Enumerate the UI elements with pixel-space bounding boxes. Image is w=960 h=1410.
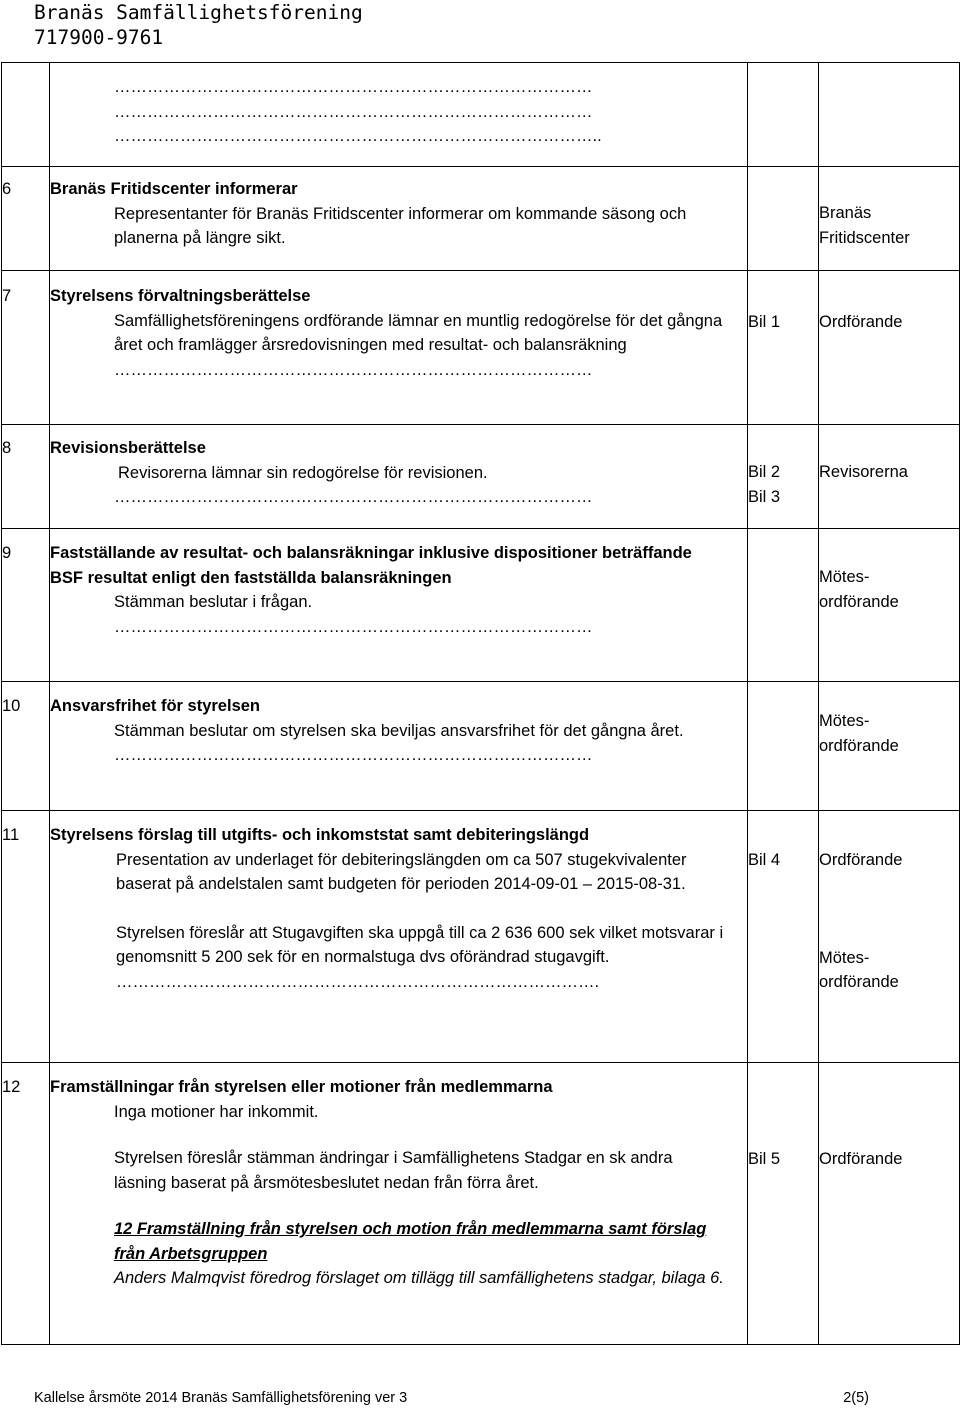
item-title: Styrelsens förvaltningsberättelse [50, 287, 311, 305]
agenda-table [1, 62, 960, 1345]
item-text: Anders Malmqvist föredrog förslaget om tillägg till samfällighetens stadgar, bilaga 6. [114, 1269, 724, 1287]
item-text: Presentation av underlaget för debiteringslängden om ca 507 stugekvivalenter baserat på andelstalen samt budgeten för perioden 2014-09-01 – 2015-08-31. [116, 850, 687, 893]
item-subtitle [50, 1195, 747, 1266]
item-text: Styrelsen föreslår att Stugavgiften ska uppgå till ca 2 636 600 sek vilket motsvarar i genomsnitt 5 200 sek för en normalstuga dvs oförändrad stugavgift. [116, 923, 724, 966]
org-number: 717900-9761 [34, 26, 164, 49]
attachment-cell [748, 529, 819, 682]
item-title: Styrelsens förslag till utgifts- och inkomststat samt debiteringslängd [50, 826, 590, 844]
agenda-row-8 [2, 425, 960, 529]
item-number: 11 [2, 811, 50, 1063]
agenda-row-6 [2, 167, 960, 271]
fill-line: …………………………………………………………………………… [114, 360, 593, 379]
attachment-cell [748, 682, 819, 811]
item-title: Framställningar från styrelsen eller motioner från medlemmarna [50, 1078, 553, 1096]
fill-line: …………………………………………………………………………….. [114, 127, 602, 145]
attachment-text: Bil 4 [748, 851, 781, 869]
item-number: 8 [2, 425, 50, 529]
agenda-row-7 [2, 271, 960, 425]
responsible [819, 529, 960, 682]
item-body-cell [50, 271, 748, 425]
responsible [819, 167, 960, 271]
item-number: 6 [2, 167, 50, 271]
responsible [819, 811, 960, 1063]
item-title: Branäs Fritidscenter informerar [50, 180, 298, 198]
item-body-cell [50, 682, 748, 811]
item-body-cell [50, 425, 748, 529]
item-number: 12 [2, 1063, 50, 1345]
item-number: 10 [2, 682, 50, 811]
agenda-row-10 [2, 682, 960, 811]
responsible-text: Ordförande [819, 1150, 903, 1168]
org-name: Branäs Samfällighetsförening [34, 1, 363, 24]
agenda-row-11 [2, 811, 960, 1063]
responsible-text: Mötes- [819, 712, 870, 730]
attachment-text: Bil 5 [748, 1150, 781, 1168]
attachment [748, 811, 819, 1063]
item-number-cell [2, 63, 50, 167]
responsible-text: Revisorerna [819, 463, 908, 481]
attachment [748, 425, 819, 529]
fill-line: …………………………………………………………………………… [114, 78, 593, 96]
responsible-text: Mötes- [819, 948, 870, 967]
responsible [819, 682, 960, 811]
agenda-row-12 [2, 1063, 960, 1345]
item-number: 7 [2, 271, 50, 425]
item-text: Stämman beslutar om styrelsen ska beviljas ansvarsfrihet för det gångna året. [114, 721, 684, 740]
fill-line: …………………………………………………………………………… [114, 102, 593, 121]
item-title: Revisionsberättelse [50, 439, 206, 457]
attachment-text: Bil 3 [748, 487, 781, 506]
item-title: Fastställande av resultat- och balansräkningar inklusive dispositioner beträffande BSF resultat enligt den fastställda balansräkningen [50, 544, 692, 587]
responsible-text: ordförande [819, 592, 899, 611]
responsible-cell [819, 63, 960, 167]
item-subtitle-text: 12 Framställning från styrelsen och motion från medlemmarna samt förslag från Arbetsgruppen [114, 1220, 707, 1263]
responsible-text: Ordförande [819, 851, 903, 869]
agenda-row-9 [2, 529, 960, 682]
attachment-text: Bil 1 [748, 313, 781, 331]
attachment-cell [748, 167, 819, 271]
item-body-cell [50, 63, 748, 167]
page-header [34, 0, 363, 50]
attachment-text: Bil 2 [748, 463, 781, 481]
item-title: Ansvarsfrihet för styrelsen [50, 697, 260, 715]
item-text: Samfällighetsföreningens ordförande lämnar en muntlig redogörelse för det gångna året och framlägger årsredovisningen med resultat- och balansräkning [114, 311, 723, 354]
responsible [819, 271, 960, 425]
attachment-cell [748, 63, 819, 167]
fill-line: ……………………………………………………………………………. [116, 972, 600, 991]
footer-document-title: Kallelse årsmöte 2014 Branäs Samfällighetsförening ver 3 [34, 1390, 408, 1406]
item-body-cell [50, 1063, 748, 1345]
item-text: Inga motioner har inkommit. [114, 1102, 319, 1121]
item-text: Revisorerna lämnar sin redogörelse för revisionen. [118, 463, 488, 482]
item-body-cell [50, 167, 748, 271]
responsible-text: Branäs Fritidscenter [819, 204, 910, 247]
responsible-text: ordförande [819, 736, 899, 755]
responsible-text: Mötes- [819, 568, 870, 586]
responsible-text: Ordförande [819, 313, 903, 331]
footer-page-number: 2(5) [843, 1390, 869, 1406]
fill-line: …………………………………………………………………………… [114, 617, 593, 636]
item-text: Representanter för Branäs Fritidscenter informerar om kommande säsong och planerna på längre sikt. [114, 204, 687, 247]
fill-line: …………………………………………………………………………… [114, 746, 593, 764]
item-number: 9 [2, 529, 50, 682]
agenda-row-continued [2, 63, 960, 167]
responsible [819, 425, 960, 529]
item-text: Stämman beslutar i frågan. [114, 593, 313, 611]
attachment [748, 1063, 819, 1345]
item-text: Styrelsen föreslår stämman ändringar i Samfällighetens Stadgar en sk andra läsning baserat på årsmötesbeslutet nedan från förra året. [114, 1149, 673, 1192]
attachment [748, 271, 819, 425]
responsible [819, 1063, 960, 1345]
responsible-text: ordförande [819, 973, 899, 991]
fill-line: …………………………………………………………………………… [114, 488, 593, 506]
item-body-cell [50, 529, 748, 682]
item-body-cell [50, 811, 748, 1063]
